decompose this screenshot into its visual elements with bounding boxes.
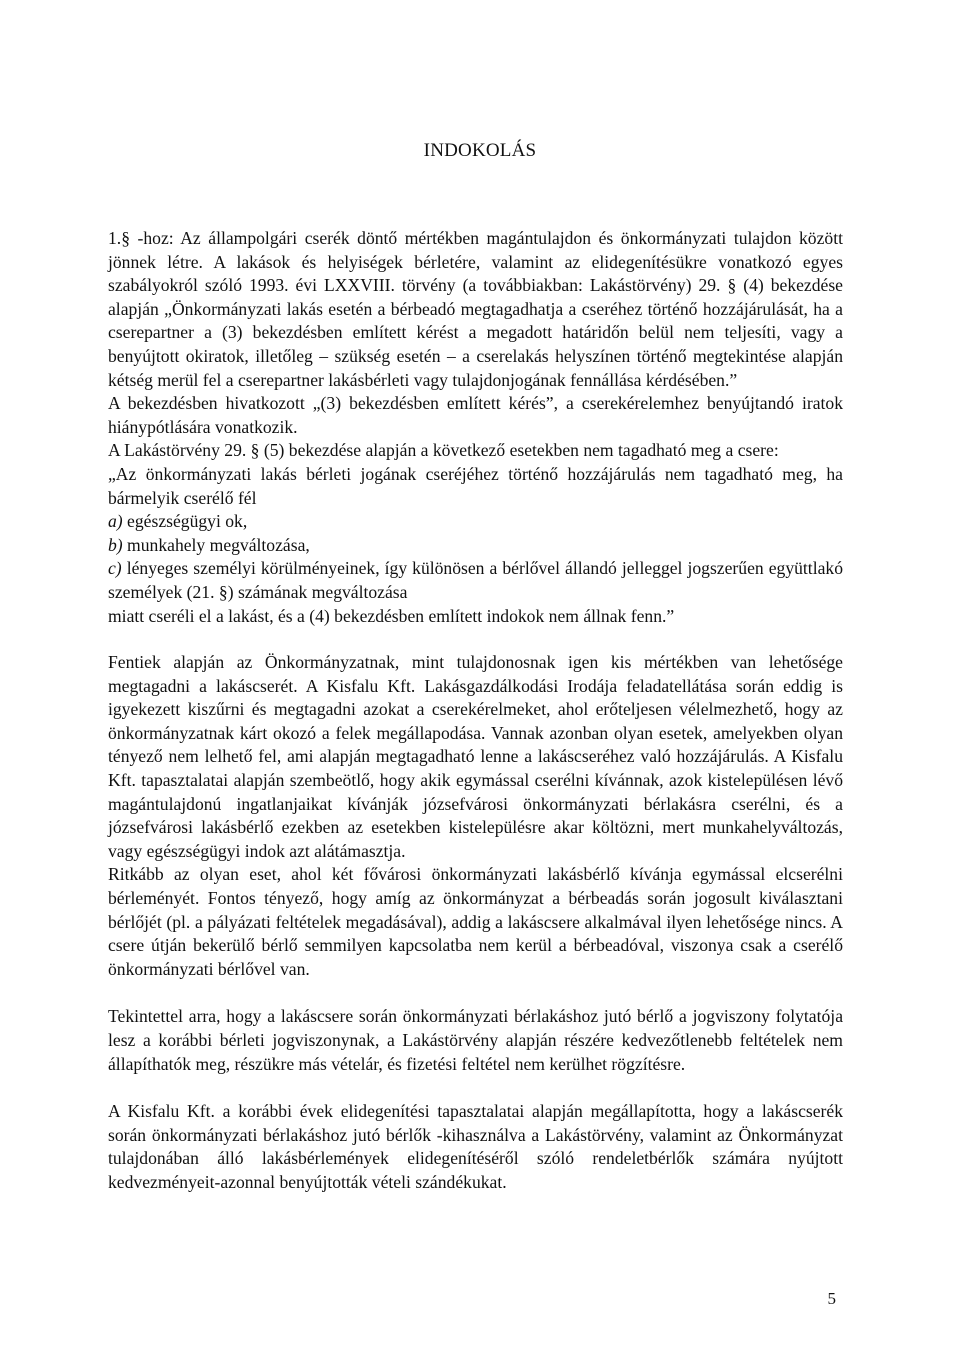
paragraph-quote: „Az önkormányzati lakás bérleti jogának cseréjéhez történő hozzájárulás nem tagadható meg, ha bármelyik cserélő fél — [108, 463, 843, 508]
list-item-text: egészségügyi ok, — [122, 511, 248, 532]
list-item — [108, 557, 843, 604]
list-item — [108, 510, 843, 534]
paragraph-intro: 1.§ -hoz: Az állampolgári cserék döntő mértékben magántulajdon és önkormányzati tulajdon között jönnek létre. A lakások és helyiségek bérletére, valamint az elidegenítésükre vonatkozó egyes szabályokról szóló 1993. évi LXXVIII. törvény (a továbbiakban: Lakástörvény) 29. § (4) bekezdése alapján „Önkormányzati lakás esetén a bérbeadó megtagadhatja a cseréhez történő hozzájárulását, ha a cserepartner a (3) bekezdésben említett kérést a megadott határidőn belül nem teljesíti, vagy a benyújtott okiratok, illetőleg – szükség esetén – a cserelakás helyszínen történő megtekintése alapján kétség merül fel a cserepartner lakásbérleti vagy tulajdonjogának fennállása kérdésében.” — [108, 228, 843, 390]
paragraph-analysis: Fentiek alapján az Önkormányzatnak, mint tulajdonosnak igen kis mértékben van lehetősége megtagadni a lakáscserét. A Kisfalu Kft. Lakásgazdálkodási Irodája feladatellátása során eddig is igyekezett kiszűrni és megtagadni azokat a cserekérelmeket, ahol erőteljesen vélelmezhető, hogy az önkormányzatnak kárt okozó a felek megállapodása. Vannak azonban olyan esetek, amelyekben olyan tényező nem lelhető fel, ami alapján megtagadható lenne a lakáscseréhez való hozzájárulás. A Kisfalu Kft. tapasztalatai alapján szembeötlő, hogy akik egymással cserélni kívánnak, azok kistelepülésen lévő magántulajdonú ingatlanjaikat kívánják józsefvárosi önkormányzati bérlakásra cserélni, és a józsefvárosi lakásbérlő ezekben az esetekben kistelepülésre akar költözni, mert munkahelyváltozás, vagy egészségügyi indok azt alátámasztja. — [108, 652, 843, 861]
paragraph-reference: A bekezdésben hivatkozott „(3) bekezdésben említett kérés”, a cserekérelemhez benyújtandó iratok hiánypótlására vonatkozik. — [108, 393, 843, 437]
paragraph-rare-case: Ritkább az olyan eset, ahol két fővárosi önkormányzati lakásbérlő kívánja egymással elcserélni bérleményét. Fontos tényező, hogy amíg az önkormányzat a bérbeadás során jogosult kiválasztani bérlőjét (pl. a pályázati feltételek megadásával), addig a lakáscsere alkalmával ilyen lehetősége nincs. A csere útján bekerülő bérlő semmilyen kapcsolatba nem kerül a bérbeadóval, viszonya csak a cserélő önkormányzati bérlővel van. — [108, 864, 843, 979]
paragraph-quote-end: miatt cseréli el a lakást, és a (4) bekezdésben említett indokok nem állnak fenn.” — [108, 605, 675, 626]
list-item-letter: b) — [108, 534, 123, 555]
list-item-text: munkahely megváltozása, — [122, 534, 310, 555]
list-item — [108, 534, 843, 558]
paragraph-conditions: Tekintettel arra, hogy a lakáscsere során önkormányzati bérlakáshoz jutó bérlő a jogviszony folytatója lesz a korábbi bérleti jogviszonynak, a Lakástörvény alapján részére kedvezőtlenebb feltételek nem állapíthatók meg, részükre más vételár, és fizetési feltétel nem kerülhet rögzítésre. — [108, 1006, 843, 1074]
list-item-letter: a) — [108, 511, 123, 532]
document-title: INDOKOLÁS — [423, 140, 537, 161]
list-item-text: lényeges személyi körülményeinek, így különösen a bérlővel állandó jelleggel jogszerűen együttlakó személyek (21. §) számának megváltozása — [108, 558, 843, 602]
page-number: 5 — [827, 1289, 836, 1308]
paragraph-experience: A Kisfalu Kft. a korábbi évek elidegenítési tapasztalatai alapján megállapította, hogy a lakáscserék során önkormányzati bérlakáshoz jutó bérlők -kihasználva a Lakástörvény, valamint az Önkormányzat tulajdonában álló lakásbérlemények elidegenítéséről szóló rendeletbérlők számára nyújtott kedvezményeit-azonnal benyújtották vételi szándékukat. — [108, 1101, 843, 1192]
document-body — [108, 227, 843, 1195]
list-item-letter: c) — [108, 558, 122, 579]
paragraph-law-intro: A Lakástörvény 29. § (5) bekezdése alapján a következő esetekben nem tagadható meg a csere: — [108, 440, 779, 461]
